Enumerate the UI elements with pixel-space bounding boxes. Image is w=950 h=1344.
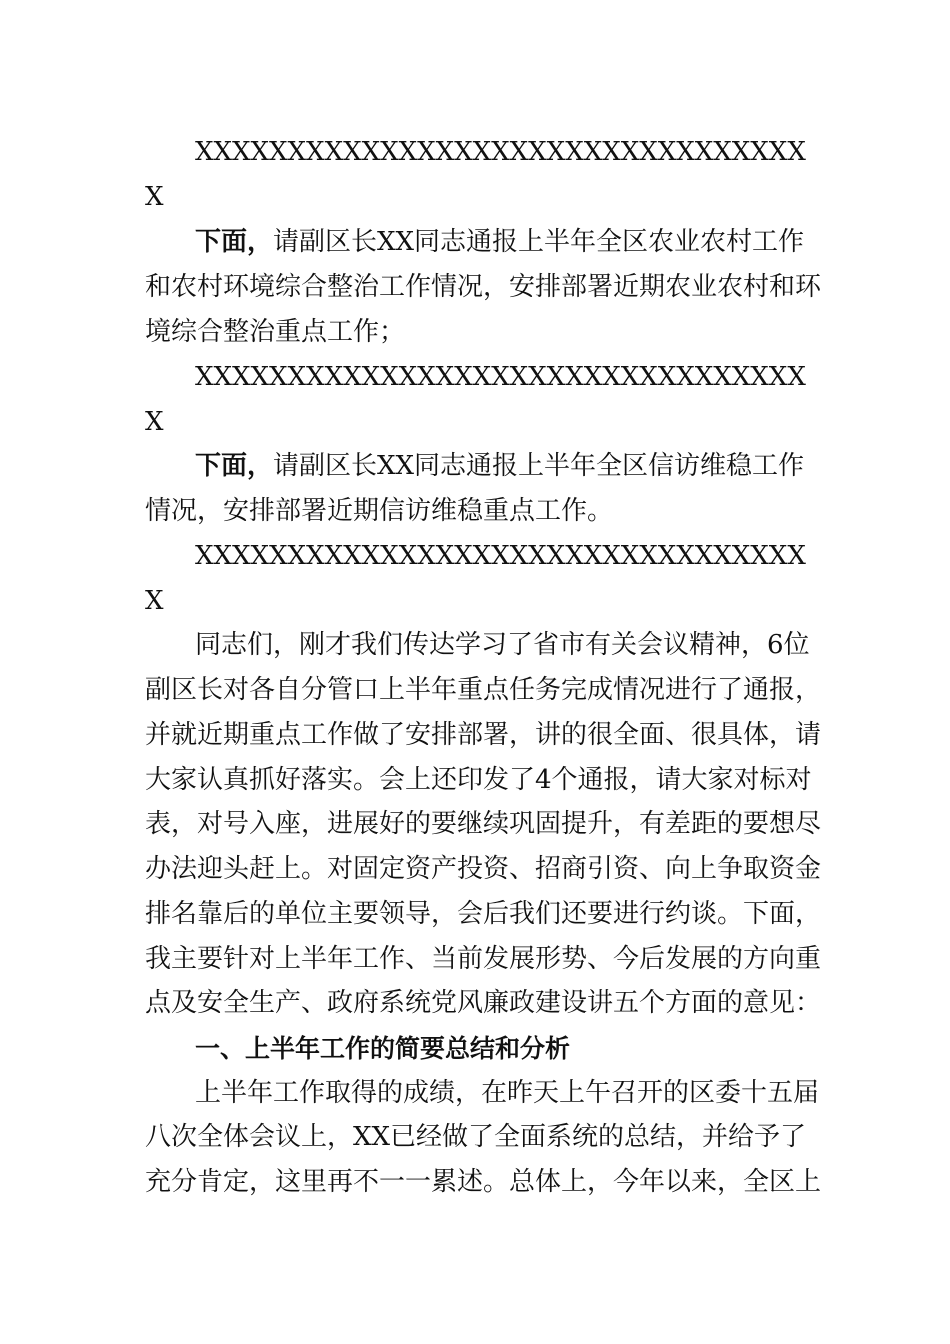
body-line: 点及安全生产、政府系统党风廉政建设讲五个方面的意见： [145,988,822,1018]
bold-lead-text: 下面， [195,227,274,257]
body-line: 排名靠后的单位主要领导，会后我们还要进行约谈。下面， [145,899,822,929]
body-line: X [145,407,164,437]
body-line: 下面，请副区长XX同志通报上半年全区信访维稳工作 [195,451,805,481]
body-line: XXXXXXXXXXXXXXXXXXXXXXXXXXXXXXXXX [195,137,806,167]
body-line: XXXXXXXXXXXXXXXXXXXXXXXXXXXXXXXXX [195,362,806,392]
body-line: 上半年工作取得的成绩，在昨天上午召开的区委十五届 [195,1078,820,1108]
body-line: 我主要针对上半年工作、当前发展形势、今后发展的方向重 [145,944,822,974]
body-line: 和农村环境综合整治工作情况，安排部署近期农业农村和环 [145,272,822,302]
body-line: 同志们，刚才我们传达学习了省市有关会议精神，6位 [195,630,810,660]
body-line: X [145,586,164,616]
body-line: 副区长对各自分管口上半年重点任务完成情况进行了通报， [145,675,822,705]
body-line: 表，对号入座，进展好的要继续巩固提升，有差距的要想尽 [145,809,822,839]
body-line: 并就近期重点工作做了安排部署，讲的很全面、很具体，请 [145,720,822,750]
body-line: X [145,182,164,212]
body-line: 充分肯定，这里再不一一累述。总体上，今年以来，全区上 [145,1167,822,1197]
body-line: XXXXXXXXXXXXXXXXXXXXXXXXXXXXXXXXX [195,541,806,571]
body-line: 大家认真抓好落实。会上还印发了4个通报，请大家对标对 [145,765,812,795]
section-heading: 一、上半年工作的简要总结和分析 [195,1034,571,1063]
body-line: 境综合整治重点工作； [145,317,406,347]
body-line: 情况，安排部署近期信访维稳重点工作。 [145,496,614,526]
body-line: 办法迎头赶上。对固定资产投资、招商引资、向上争取资金 [145,854,822,884]
body-line: 下面，请副区长XX同志通报上半年全区农业农村工作 [195,227,805,257]
bold-lead-text: 下面， [195,451,274,481]
body-line: 八次全体会议上，XX已经做了全面系统的总结，并给予了 [145,1122,807,1152]
